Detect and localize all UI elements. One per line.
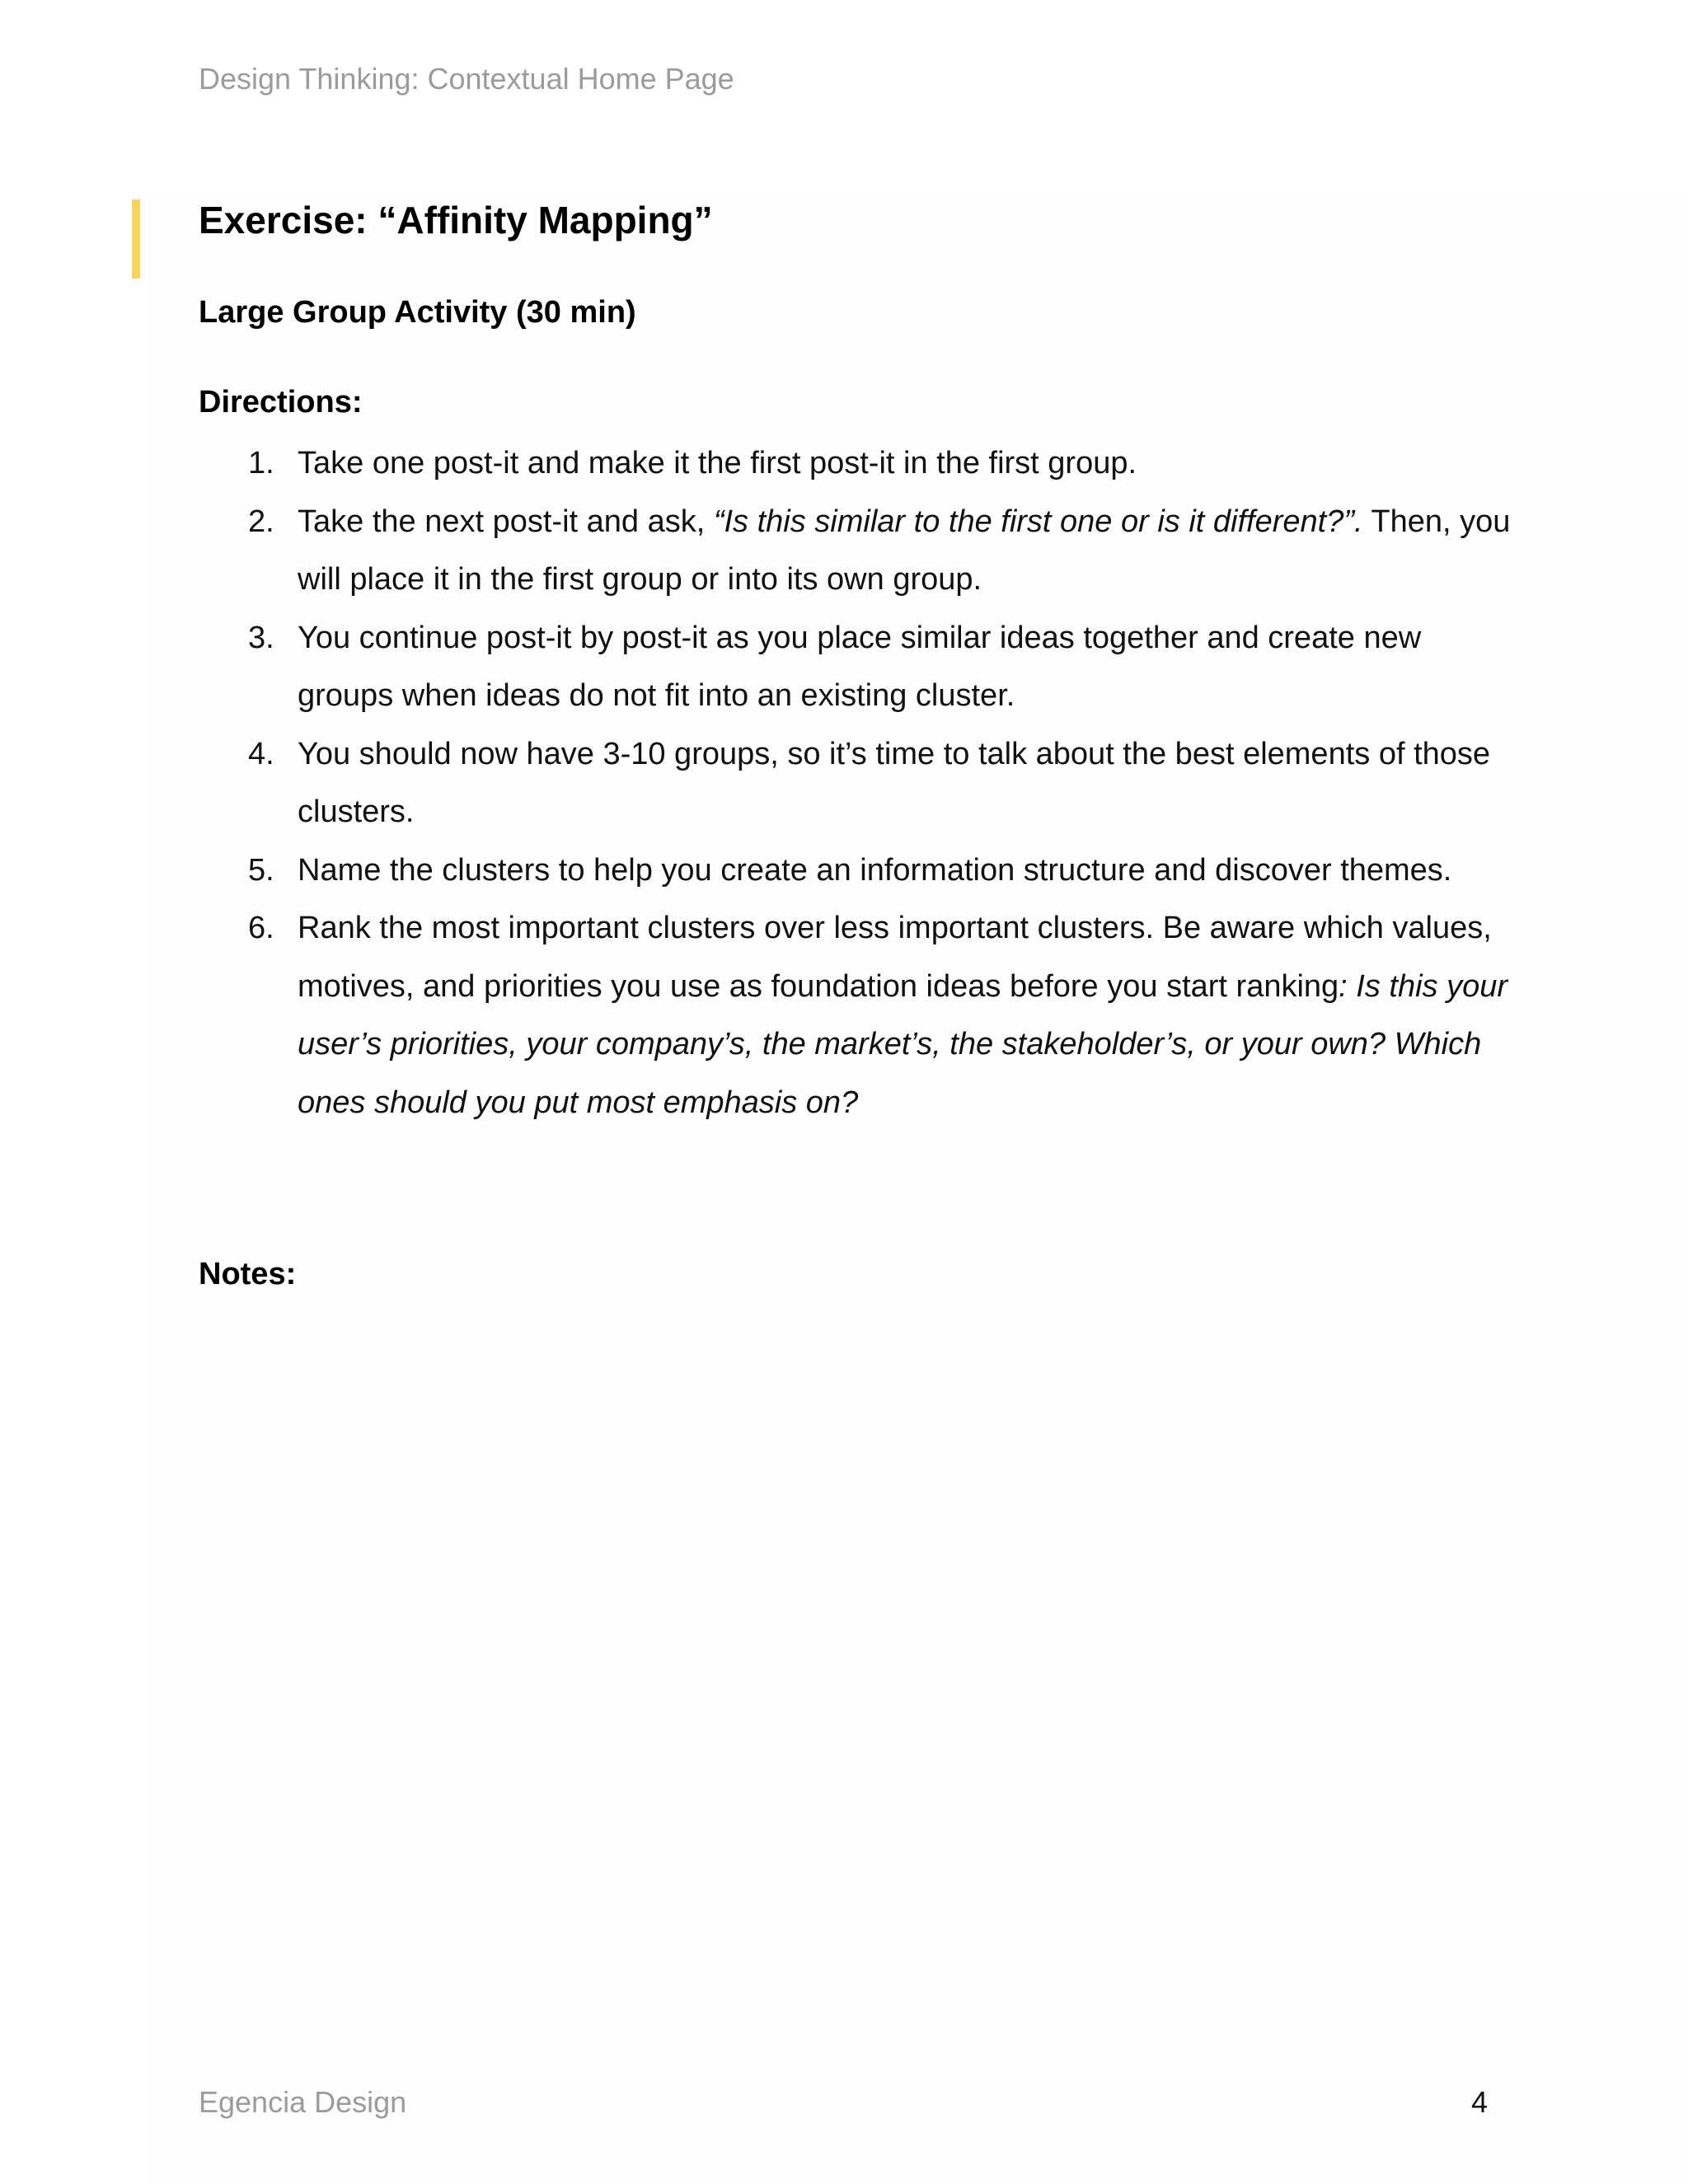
title-accent-bar bbox=[132, 199, 140, 279]
step-number: 4. bbox=[248, 736, 274, 771]
step-text: Rank the most important clusters over less important clusters. Be aware which values, motives, and priorities you use as foundation ideas before you start ranking bbox=[298, 911, 1492, 1004]
notes-heading: Notes: bbox=[199, 1257, 297, 1291]
step-text-continued: Then, you will place it in the first group or into its own group. bbox=[298, 504, 1511, 597]
step-text: Take the next post-it and ask, bbox=[298, 504, 714, 539]
step-number: 1. bbox=[248, 446, 274, 480]
exercise-title: Exercise: “Affinity Mapping” bbox=[199, 199, 713, 241]
step-question: “Is this similar to the first one or is it different?”. bbox=[713, 504, 1363, 539]
direction-step bbox=[199, 609, 1517, 725]
direction-step bbox=[199, 841, 1517, 900]
running-header: Design Thinking: Contextual Home Page bbox=[199, 62, 734, 96]
step-number: 2. bbox=[248, 504, 274, 539]
step-number: 5. bbox=[248, 852, 274, 888]
step-number: 6. bbox=[248, 911, 274, 945]
footer-label: Egencia Design bbox=[199, 2085, 407, 2119]
directions-heading: Directions: bbox=[199, 385, 363, 419]
page-number: 4 bbox=[1471, 2085, 1489, 2119]
direction-step bbox=[199, 899, 1517, 1132]
step-number: 3. bbox=[248, 620, 274, 655]
directions-list bbox=[199, 434, 1517, 1132]
direction-step bbox=[199, 493, 1517, 609]
step-text: You continue post-it by post-it as you place similar ideas together and create new groups when ideas do not fit into an existing cluster. bbox=[298, 620, 1422, 713]
step-text: Take one post-it and make it the first post-it in the first group. bbox=[298, 446, 1137, 480]
step-text: You should now have 3-10 groups, so it’s time to talk about the best elements of those clusters. bbox=[298, 736, 1491, 829]
direction-step bbox=[199, 725, 1517, 841]
direction-step bbox=[199, 434, 1517, 493]
step-question: : Is this your user’s priorities, your company’s, the market’s, the stakeholder’s, or your own? Which ones should you put most emphasis on? bbox=[298, 968, 1508, 1120]
step-text: Name the clusters to help you create an information structure and discover themes. bbox=[298, 852, 1452, 888]
activity-subtitle: Large Group Activity (30 min) bbox=[199, 295, 636, 330]
